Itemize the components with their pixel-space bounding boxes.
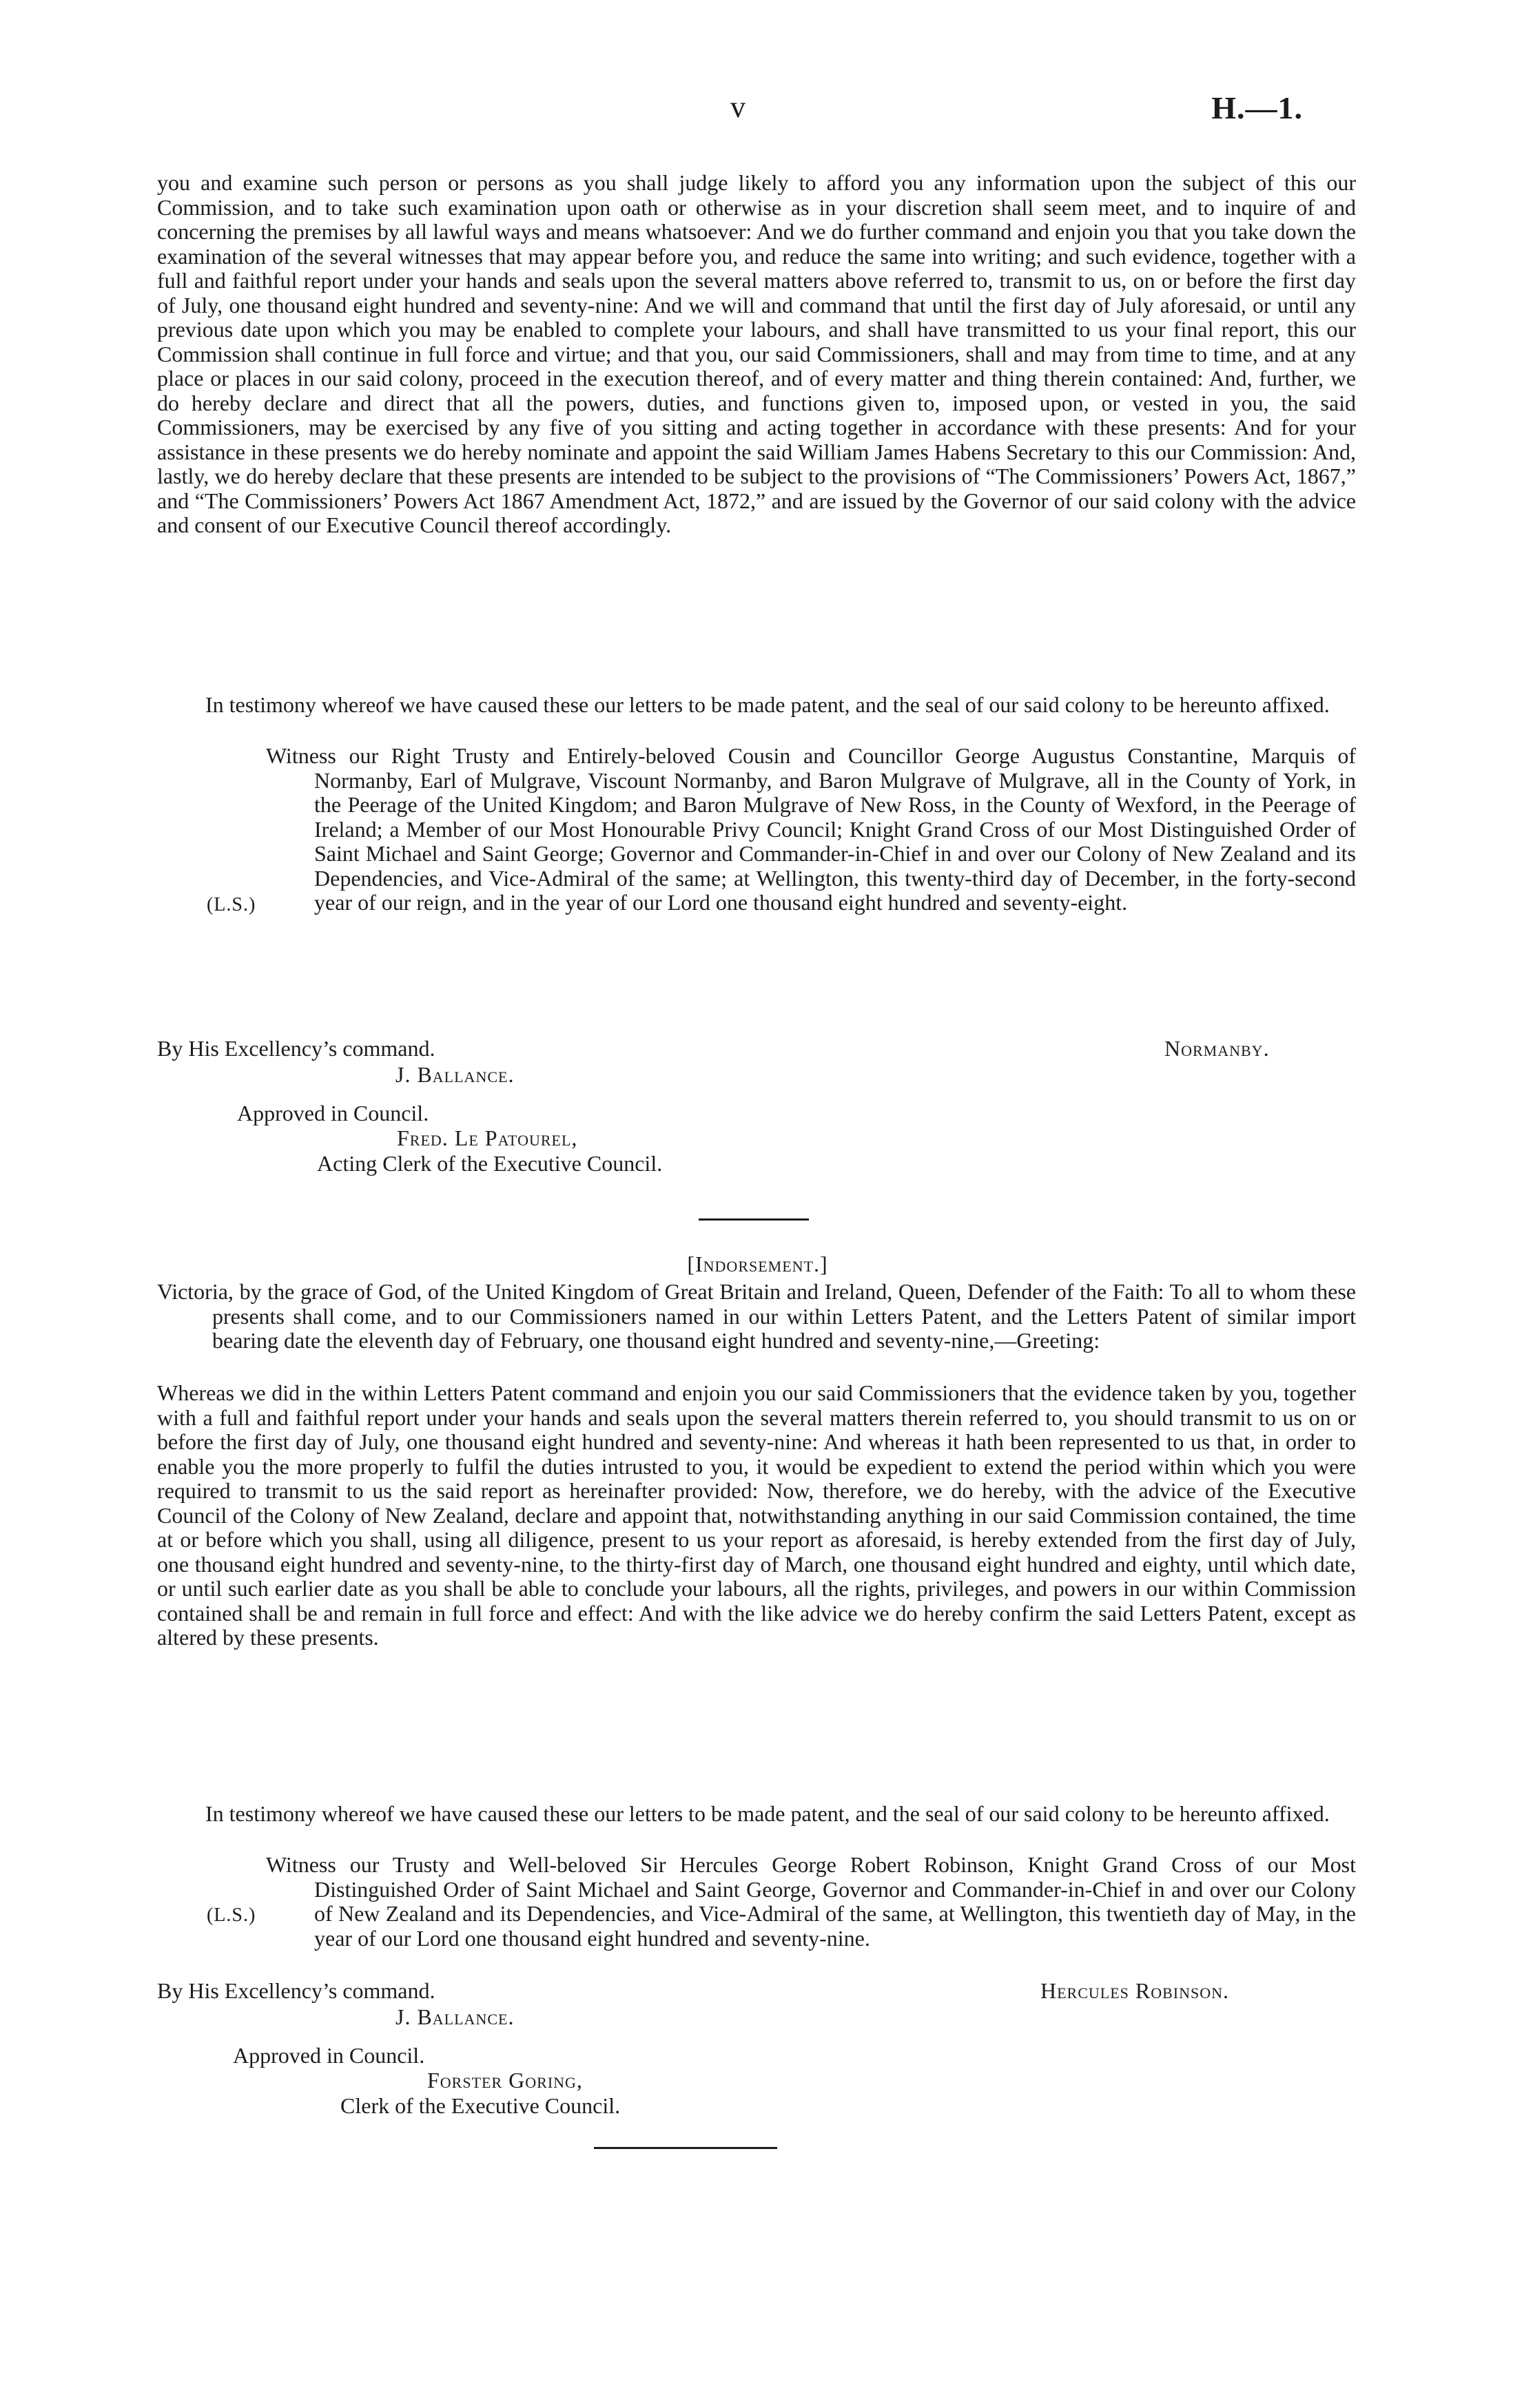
commission-clerk-title: Acting Clerk of the Executive Council.: [317, 1151, 663, 1176]
indorsement-testimony: In testimony whereof we have caused these our letters to be made patent, and the seal of our said colony to be hereunto affixed.: [205, 1801, 1330, 1826]
commission-testimony: In testimony whereof we have caused these our letters to be made patent, and the seal of our said colony to be hereunto affixed.: [205, 692, 1330, 717]
commission-minister-signature: J. Ballance.: [395, 1062, 515, 1087]
indorsement-approved: Approved in Council.: [233, 2043, 425, 2068]
indorsement-minister-signature: J. Ballance.: [395, 2004, 515, 2029]
indorsement-preamble: Victoria, by the grace of God, of the United Kingdom of Great Britain and Ireland, Queen, Defender of the Faith: To all to whom these presents shall come, and to our Commissioners named in our within Letters Patent, and the Letters Patent of similar import bearing date the eleventh day of February, one thousand eight hundred and seventy-nine,—Greeting:: [157, 1279, 1356, 1353]
document-reference: H.—1.: [1211, 90, 1303, 125]
indorsement-command: By His Excellency’s command.: [157, 1978, 435, 2003]
indorsement-title: [Indorsement.]: [687, 1252, 828, 1276]
commission-seal: (L.S.): [207, 894, 256, 915]
page-number: v: [730, 90, 745, 124]
commission-command: By His Excellency’s command.: [157, 1036, 435, 1061]
indorsement-clerk-name: Forster Goring,: [427, 2068, 583, 2093]
section-divider: [699, 1218, 809, 1221]
indorsement-seal: (L.S.): [207, 1904, 256, 1926]
end-rule: [594, 2147, 777, 2149]
indorsement-witness: Witness our Trusty and Well-beloved Sir Hercules George Robert Robinson, Knight Grand Cross of our Most Distinguished Order of Saint Michael and Saint George, Governor and Commander-in-Chief in and over our Colony of New Zealand and its Dependencies, and Vice-Admiral of the same, at Wellington, this twentieth day of May, in the year of our Lord one thousand eight hundred and seventy-nine.: [266, 1852, 1356, 1951]
commission-opening-paragraph: you and examine such person or persons as you shall judge likely to afford you any information upon the subject of this our Commission, and to take such examination upon oath or otherwise as in your discretion shall seem meet, and to inquire of and concerning the premises by all lawful ways and means whatsoever: And we do further command and enjoin you that you take down the examination of the several witnesses that may appear before you, and reduce the same into writing; and such evidence, together with a full and faithful report under your hands and seals upon the several matters above referred to, transmit to us, on or before the first day of July, one thousand eight hundred and seventy-nine: And we will and command that until the first day of July aforesaid, or until any previous date upon which you may be enabled to complete your labours, and shall have transmitted to us your final report, this our Commission shall continue in full force and virtue; and that you, our said Commissioners, shall and may from time to time, and at any place or places in our said colony, proceed in the execution thereof, and of every matter and thing therein contained: And, further, we do hereby declare and direct that all the powers, duties, and functions given to, imposed upon, or vested in you, the said Commissioners, may be exercised by any five of you sitting and acting together in accordance with these presents: And for your assistance in these presents we do hereby nominate and appoint the said William James Habens Secretary to this our Commission: And, lastly, we do hereby declare that these presents are intended to be subject to the provisions of “The Commissioners’ Powers Act, 1867,” and “The Commissioners’ Powers Act 1867 Amendment Act, 1872,” and are issued by the Governor of our said colony with the advice and consent of our Executive Council thereof accordingly.: [157, 170, 1356, 537]
commission-approved: Approved in Council.: [237, 1101, 429, 1125]
indorsement-body: Whereas we did in the within Letters Patent command and enjoin you our said Commissioners that the evidence taken by you, together with a full and faithful report under your hands and seals upon the several matters therein referred to, you should transmit to us on or before the first day of July, one thousand eight hundred and seventy-nine: And whereas it hath been represented to us that, in order to enable you the more properly to fulfil the duties intrusted to you, it would be expedient to extend the period within which you were required to transmit to us the said report as hereinafter provided: Now, therefore, we do hereby, with the advice of the Executive Council of the Colony of New Zealand, declare and appoint that, notwithstanding anything in our said Commission contained, the time at or before which you shall, using all diligence, present to us your report as aforesaid, is hereby extended from the first day of July, one thousand eight hundred and seventy-nine, to the thirty-first day of March, one thousand eight hundred and eighty, until which date, or until such earlier date as you shall be able to conclude your labours, all the rights, privileges, and powers in our within Commission contained shall be and remain in full force and effect: And with the like advice we do hereby confirm the said Letters Patent, except as altered by these presents.: [157, 1380, 1356, 1650]
commission-governor-signature: Normanby.: [1164, 1036, 1270, 1061]
indorsement-clerk-title: Clerk of the Executive Council.: [340, 2093, 621, 2118]
indorsement-governor-signature: Hercules Robinson.: [1040, 1978, 1230, 2003]
commission-witness: Witness our Right Trusty and Entirely-beloved Cousin and Councillor George Augustus Constantine, Marquis of Normanby, Earl of Mulgrave, Viscount Normanby, and Baron Mulgrave of Mulgrave, all in the County of York, in the Peerage of the United Kingdom; and Baron Mulgrave of New Ross, in the County of Wexford, in the Peerage of Ireland; a Member of our Most Honourable Privy Council; Knight Grand Cross of our Most Distinguished Order of Saint Michael and Saint George; Governor and Commander-in-Chief in and over our Colony of New Zealand and its Dependencies, and Vice-Admiral of the same; at Wellington, this twenty-third day of December, in the forty-second year of our reign, and in the year of our Lord one thousand eight hundred and seventy-eight.: [266, 743, 1356, 915]
commission-clerk-name: Fred. Le Patourel,: [397, 1125, 578, 1150]
